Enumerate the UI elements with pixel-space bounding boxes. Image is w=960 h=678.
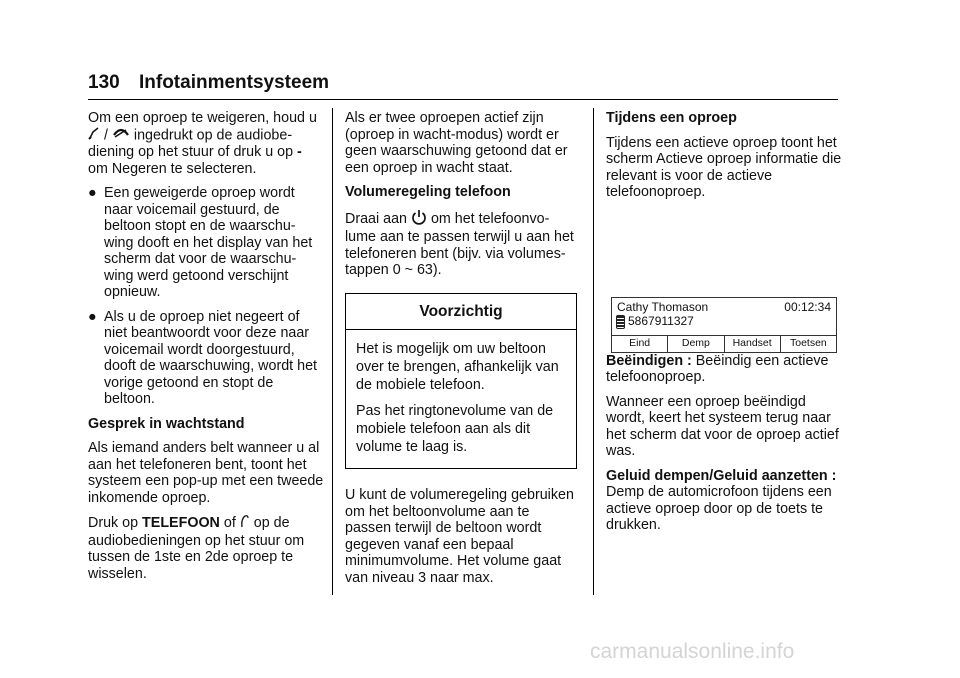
caution-title: Voorzichtig [346,294,576,331]
paragraph: Druk op TELEFOON of op de audiobedieningen op het stuur om tussen de 1ste en 2de oproep te wisselen. [88,515,305,582]
caller-name: Cathy Thomason [617,299,709,314]
handset-button[interactable]: Handset [725,336,781,352]
paragraph: Beëindigen : Beëindig een actieve telefoonoproep. [606,352,829,385]
caller-number: 5867911327 [628,314,694,329]
end-call-button[interactable]: Eind [612,336,668,352]
list-item: ● Een geweigerde oproep wordt naar voicemail gestuurd, de beltoon stopt en de waarschu-wing dooft en het display van het scherm dat voor de waarschu-wing werd getoond verschijnt opnieuw. [88,185,313,300]
column-divider [593,108,594,595]
cell-phone-icon [616,315,625,329]
column-1 [88,110,324,590]
paragraph: Geluid dempen/Geluid aanzetten : Demp de automicrofoon tijdens een actieve oproep door op de toets te drukken. [606,467,837,533]
section-heading: Tijdens een oproep [606,110,737,126]
watermark: carmanualsonline.info [590,640,795,663]
paragraph: U kunt de volumeregeling gebruiken om het beltoonvolume aan te passen terwijl de beltoon wordt gegeven vanaf een bepaal minimumvolume. Het volume gaat van niveau 3 naar max. [345,487,574,586]
paragraph: Wanneer een oproep beëindigd wordt, keert het systeem terug naar het scherm dat voor de oproep actief was. [606,393,839,459]
column-3 [606,110,842,542]
list-item: ● Als u de oproep niet negeert of niet beantwoordt voor deze naar voicemail wordt doorgestuurd, dooft de waarschuwing, wordt het vorige getoond en stopt de beltoon. [88,308,317,407]
hang-up-icon [112,127,130,144]
caution-box [345,293,577,470]
mute-button[interactable]: Demp [668,336,724,352]
caution-text: Het is mogelijk om uw beltoon over te brengen, afhankelijk van de mobiele telefoon. [356,341,559,393]
paragraph: Als iemand anders belt wanneer u al aan het telefoneren bent, toont het systeem een pop-up met een tweede inkomende oproep. [88,440,324,506]
column-2 [345,110,577,594]
active-call-screen [611,297,837,353]
talk-icon [88,127,100,145]
section-heading: Gesprek in wachtstand [88,415,245,432]
header-rule [88,99,838,100]
page-header [88,72,329,94]
voice-icon [240,514,250,533]
paragraph: Tijdens een actieve oproep toont het scherm Actieve oproep informatie die relevant is voor de actieve telefoonoproep. [606,134,842,200]
paragraph: Om een oproep te weigeren, houd u / ingedrukt op de audiobe- diening op het stuur of druk u op - om Negeren te selecteren. [88,110,317,177]
power-icon [411,209,427,230]
caution-text: Pas het ringtonevolume van de mobiele telefoon aan als dit volume te laag is. [356,403,554,455]
page-number: 130 [88,72,120,93]
paragraph: Draai aan om het telefoonvo- lume aan te passen terwijl u aan het telefoneren bent (bijv. via volumes-tappen 0 ~ 63). [345,209,577,279]
call-timer: 00:12:34 [784,299,831,314]
section-heading: Volumeregeling telefoon [345,184,511,200]
column-divider [332,108,333,595]
paragraph: Als er twee oproepen actief zijn (oproep in wacht-modus) wordt er geen waarschuwing getoond dat er een oproep in wacht staat. [345,110,568,176]
page-title: Infotainmentsysteem [138,72,330,93]
keypad-button[interactable]: Toetsen [789,337,827,350]
